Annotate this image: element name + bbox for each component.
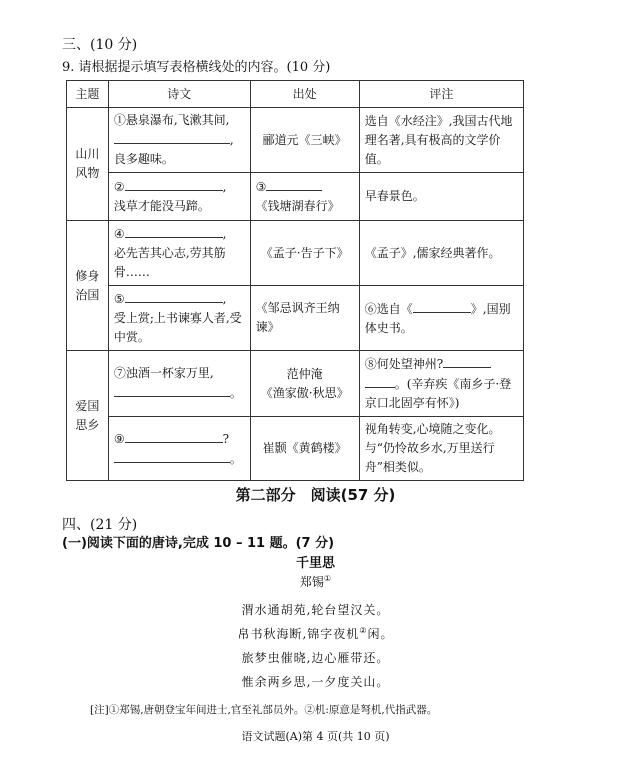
source-cell: 郦道元《三峡》	[250, 108, 359, 173]
answer-blank[interactable]	[125, 224, 223, 238]
note-cell: ⑧何处望神州? 。(辛弃疾《南乡子·登京口北固亭有怀》)	[359, 351, 523, 417]
answer-blank[interactable]	[125, 429, 223, 443]
poem-footnote: [注]①郑锡,唐朝登宝年间进士,官至礼部员外。②机:原意是弩机,代指武器。	[90, 704, 438, 716]
poem-line: 惟余两乡思,一夕度关山。	[241, 675, 390, 689]
poem-line: 帛书秋海断,锦字夜机②闲。	[237, 626, 394, 641]
answer-blank[interactable]	[413, 299, 471, 313]
poem-cell: ⑦浊酒一杯家万里, 。	[108, 351, 250, 417]
theme-cell: 修身治国	[67, 221, 109, 351]
theme-cell: 爱国思乡	[67, 351, 109, 481]
section-4-heading: 四、(21 分)	[62, 517, 138, 533]
table-header-row	[67, 81, 524, 108]
table-row	[67, 221, 524, 286]
answer-blank[interactable]	[443, 354, 491, 368]
poem-title: 千里思	[295, 556, 335, 571]
table-row	[67, 108, 524, 173]
answer-blank[interactable]	[266, 177, 322, 191]
poem-cell: ② , 浅草才能没马蹄。	[108, 173, 250, 221]
poem-cell: ①悬泉瀑布,飞漱其间, , 良多趣味。	[108, 108, 250, 173]
table-row	[67, 351, 524, 417]
answer-blank[interactable]	[114, 130, 230, 144]
theme-cell: 山川风物	[67, 108, 109, 221]
note-cell: ⑥选自《 》,国别体史书。	[359, 286, 523, 351]
source-cell: 《邹忌讽齐王纳谏》	[250, 286, 359, 351]
header-source: 出处	[250, 81, 359, 108]
section-3-heading: 三、(10 分)	[62, 37, 138, 53]
note-cell: 早春景色。	[359, 173, 523, 221]
poem-cell: ⑤ , 受上赏;上书谏寡人者,受中赏。	[108, 286, 250, 351]
answer-blank[interactable]	[365, 374, 395, 388]
header-poem: 诗文	[108, 81, 250, 108]
answer-blank[interactable]	[125, 289, 223, 303]
answer-blank[interactable]	[114, 383, 230, 397]
source-cell: 范仲淹 《渔家傲·秋思》	[250, 351, 359, 417]
note-cell: 《孟子》,儒家经典著作。	[359, 221, 523, 286]
fill-in-table	[66, 80, 524, 481]
answer-blank[interactable]	[125, 177, 223, 191]
page-footer: 语文试题(A)第 4 页(共 10 页)	[241, 730, 390, 743]
source-cell: ③ 《钱塘湖春行》	[250, 173, 359, 221]
section-4-subheading: (一)阅读下面的唐诗,完成 10 – 11 题。(7 分)	[62, 536, 335, 551]
question-9: 9. 请根据提示填写表格横线处的内容。(10 分)	[62, 60, 331, 75]
footnote-mark: ①	[323, 574, 332, 583]
table-row	[67, 417, 524, 481]
part-2-title: 第二部分 阅读(57 分)	[235, 486, 396, 504]
note-cell: 选自《水经注》,我国古代地理名著,具有极高的文学价值。	[359, 108, 523, 173]
source-cell: 《孟子·告子下》	[250, 221, 359, 286]
poem-cell: ⑨ ? 。	[108, 417, 250, 481]
table-row	[67, 173, 524, 221]
header-note: 评注	[359, 81, 523, 108]
footnote-mark: ②	[359, 626, 368, 635]
answer-blank[interactable]	[114, 449, 230, 463]
note-cell: 视角转变,心境随之变化。与“仍怜故乡水,万里送行舟”相类似。	[359, 417, 523, 481]
poem-cell: ④ , 必先苦其心志,劳其筋骨……	[108, 221, 250, 286]
poem-line: 旅梦虫催晓,边心雁带还。	[241, 651, 390, 665]
poem-line: 渭水通胡苑,轮台望汉关。	[241, 603, 390, 617]
header-theme: 主题	[67, 81, 109, 108]
poem-author: 郑锡①	[299, 574, 332, 589]
table-row	[67, 286, 524, 351]
source-cell: 崔颢《黄鹤楼》	[250, 417, 359, 481]
